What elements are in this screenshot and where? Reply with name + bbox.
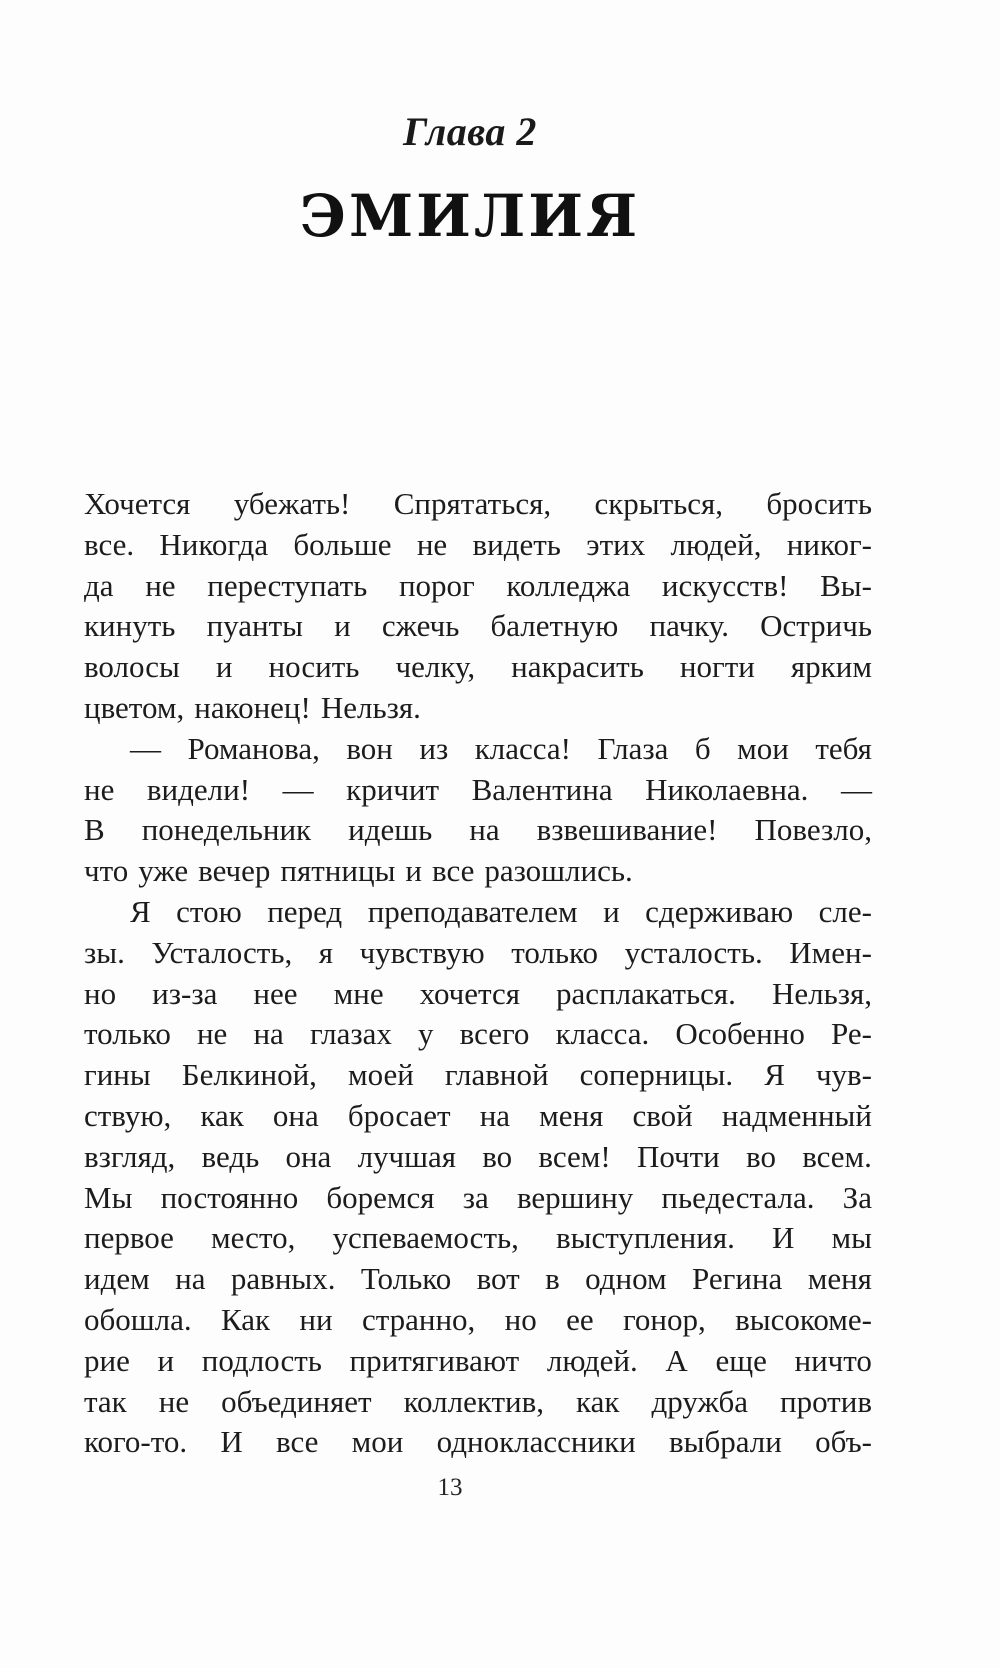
text-line: что уже вечер пятницы и все разошлись.: [84, 853, 633, 889]
chapter-number: Глава 2: [403, 109, 537, 154]
text-line: так не объединяет коллектив, как дружба против: [84, 1383, 872, 1419]
text-line: все. Никогда больше не видеть этих людей, никог-: [84, 526, 872, 562]
text-line: Я стою перед преподавателем и сдерживаю сле-: [130, 893, 872, 929]
chapter-body-text: [84, 484, 872, 1463]
text-line: да не переступать порог колледжа искусств! Вы-: [84, 567, 872, 603]
text-line: первое место, успеваемость, выступления. И мы: [84, 1220, 872, 1256]
text-line: В понедельник идешь на взвешивание! Повезло,: [84, 812, 872, 848]
text-line: Хочется убежать! Спрятаться, скрыться, бросить: [84, 486, 872, 521]
text-line: рие и подлость притягивают людей. А еще ничто: [84, 1342, 872, 1378]
text-line: только не на глазах у всего класса. Особенно Ре-: [84, 1016, 872, 1052]
text-line: волосы и носить челку, накрасить ногти ярким: [84, 649, 872, 685]
text-line: обошла. Как ни странно, но ее гонор, высокоме-: [84, 1301, 872, 1337]
text-line: цветом, наконец! Нельзя.: [84, 689, 421, 725]
chapter-title: ЭМИЛИЯ: [299, 182, 641, 250]
text-line: идем на равных. Только вот в одном Регина меня: [84, 1261, 872, 1297]
text-line: но из-за нее мне хочется расплакаться. Нельзя,: [84, 975, 872, 1011]
text-line: зы. Усталость, я чувствую только усталость. Имен-: [84, 934, 872, 970]
text-line: не видели! — кричит Валентина Николаевна. —: [84, 771, 872, 807]
text-line: гины Белкиной, моей главной соперницы. Я чув-: [84, 1057, 872, 1093]
text-line: кинуть пуанты и сжечь балетную пачку. Остричь: [84, 608, 872, 644]
text-line: взгляд, ведь она лучшая во всем! Почти во всем.: [84, 1138, 872, 1174]
text-line: Мы постоянно боремся за вершину пьедестала. За: [84, 1179, 872, 1215]
text-line: ствую, как она бросает на меня свой надменный: [84, 1097, 872, 1133]
text-line: кого-то. И все мои одноклассники выбрали объ-: [84, 1424, 872, 1460]
page-number: 13: [437, 1474, 463, 1501]
text-line: — Романова, вон из класса! Глаза б мои тебя: [130, 730, 872, 766]
